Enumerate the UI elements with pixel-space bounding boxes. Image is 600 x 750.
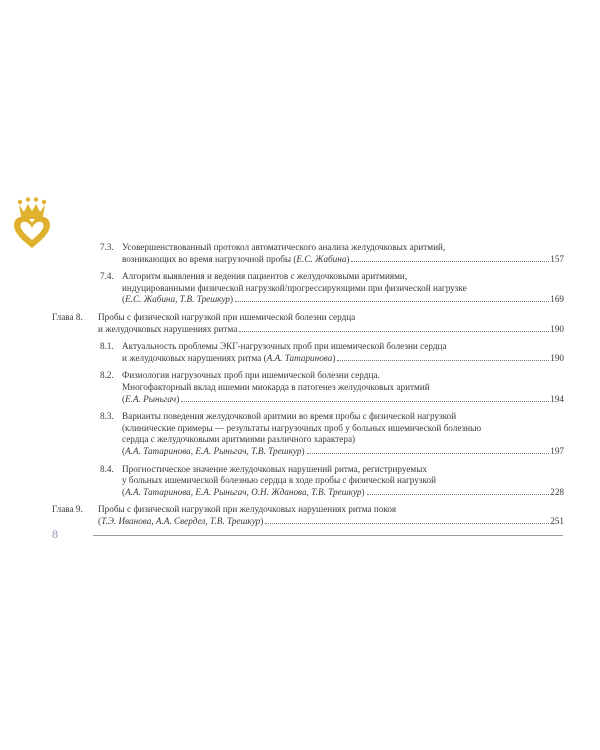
toc-entry-title-line: Прогностическое значение желудочковых нарушений ритма, регистрируемых — [122, 463, 428, 474]
toc-entry-authors: Т.Э. Иванова, А.А. Свердел, Т.В. Трешкур — [101, 515, 261, 526]
toc-entry-page: 190 — [550, 323, 564, 334]
toc-entry-title-line: (клинические примеры — результаты нагрузочных проб у больных ишемической болезнью — [122, 422, 482, 433]
toc-entry-number: 7.4. — [100, 271, 114, 282]
toc-entry-authors: А.А. Татаринова, Е.А. Рыньгач, О.Н. Жданова, Т.В. Трешкур — [125, 486, 362, 497]
toc-entry-title-line: у больных ишемической болезнью сердца в ходе пробы с физической нагрузкой — [122, 475, 436, 486]
toc-entry-page: 157 — [550, 253, 564, 264]
toc-entry-page: 197 — [550, 445, 564, 456]
dot-leader — [307, 453, 550, 454]
page-number: 8 — [52, 527, 58, 541]
toc-entry-close-paren: ) — [332, 352, 336, 363]
toc-entry — [52, 411, 564, 457]
dot-leader — [351, 261, 549, 262]
dot-leader — [265, 523, 549, 524]
toc-entry — [52, 242, 564, 265]
toc-entry-authors: Е.С. Жабина — [296, 253, 347, 264]
dot-leader — [367, 494, 550, 495]
toc-entry-title-line: Пробы с физической нагрузкой при желудочковых нарушениях ритма покоя — [98, 504, 397, 515]
toc-entry-title-line: Пробы с физической нагрузкой при ишемической болезни сердца — [98, 311, 356, 322]
table-of-contents — [52, 242, 564, 533]
toc-entry-page: 251 — [550, 515, 564, 526]
toc-chapter — [52, 312, 564, 335]
toc-entry-page: 228 — [550, 486, 564, 497]
toc-entry-number: Глава 8. — [52, 311, 83, 322]
toc-entry-close-paren: ) — [260, 515, 264, 526]
toc-entry-title-line: Варианты поведения желудочковой аритмии во время пробы с физической нагрузкой — [122, 411, 457, 422]
toc-chapter — [52, 504, 564, 527]
toc-entry-title-line: ( — [122, 393, 126, 404]
toc-entry-title-line: ( — [122, 486, 126, 497]
toc-entry-close-paren: ) — [346, 253, 350, 264]
toc-entry-title-line: Многофакторный вклад ишемии миокарда в патогенез желудочковых аритмий — [122, 381, 430, 392]
toc-entry-close-paren: ) — [176, 393, 180, 404]
toc-entry-title-line: ( — [122, 294, 126, 305]
toc-entry-number: 8.4. — [100, 463, 114, 474]
toc-entry — [52, 370, 564, 405]
toc-entry-authors: А.А. Татаринова, Е.А. Рыньгач, Т.В. Трешкур — [125, 445, 302, 456]
toc-entry-number: 7.3. — [100, 242, 114, 252]
toc-entry-title-line: Алгоритм выявления и ведения пациентов с желудочковыми аритмиями, — [122, 271, 408, 282]
toc-entry-title-line: возникающих во время нагрузочной пробы ( — [122, 253, 297, 264]
dot-leader — [239, 331, 549, 332]
toc-entry-close-paren: ) — [361, 486, 365, 497]
toc-entry-authors: Е.С. Жабина, Т.В. Трешкур — [125, 294, 231, 305]
toc-entry-number: 8.3. — [100, 411, 114, 422]
toc-entry-title-line: Физиология нагрузочных проб при ишемической болезни сердца. — [122, 370, 380, 381]
dot-leader — [181, 401, 549, 402]
toc-entry — [52, 464, 564, 499]
toc-entry — [52, 341, 564, 364]
dot-leader — [235, 301, 549, 302]
toc-entry-title-line: ( — [122, 445, 126, 456]
toc-entry-title-line: ( — [98, 515, 102, 526]
toc-entry-number: Глава 9. — [52, 504, 83, 515]
toc-entry-page: 194 — [550, 393, 564, 404]
toc-entry-title-line: Усовершенствованный протокол автоматического анализа желудочковых аритмий, — [122, 242, 446, 252]
toc-entry-title-line: сердца с желудочковыми аритмиями различного характера) — [122, 434, 356, 445]
crowned-heart-icon — [12, 196, 52, 250]
toc-entry-close-paren: ) — [230, 294, 234, 305]
toc-entry-close-paren: ) — [301, 445, 305, 456]
toc-entry-authors: А.А. Татаринова — [266, 352, 333, 363]
toc-entry-page: 169 — [550, 294, 564, 305]
toc-entry-title-line: и желудочковых нарушениях ритма — [98, 323, 238, 334]
toc-entry-title-line: и желудочковых нарушениях ритма ( — [122, 352, 267, 363]
footer-rule — [93, 535, 563, 536]
toc-entry-authors: Е.А. Рыньгач — [125, 393, 177, 404]
toc-entry-page: 190 — [550, 352, 564, 363]
toc-entry-title-line: Актуальность проблемы ЭКГ-нагрузочных проб при ишемической болезни сердца — [122, 341, 447, 352]
toc-entry-title-line: индуцированными физической нагрузкой/прогрессирующими при физической нагрузке — [122, 282, 467, 293]
toc-entry-number: 8.1. — [100, 341, 114, 352]
toc-entry-number: 8.2. — [100, 370, 114, 381]
toc-entry — [52, 271, 564, 306]
dot-leader — [337, 360, 549, 361]
